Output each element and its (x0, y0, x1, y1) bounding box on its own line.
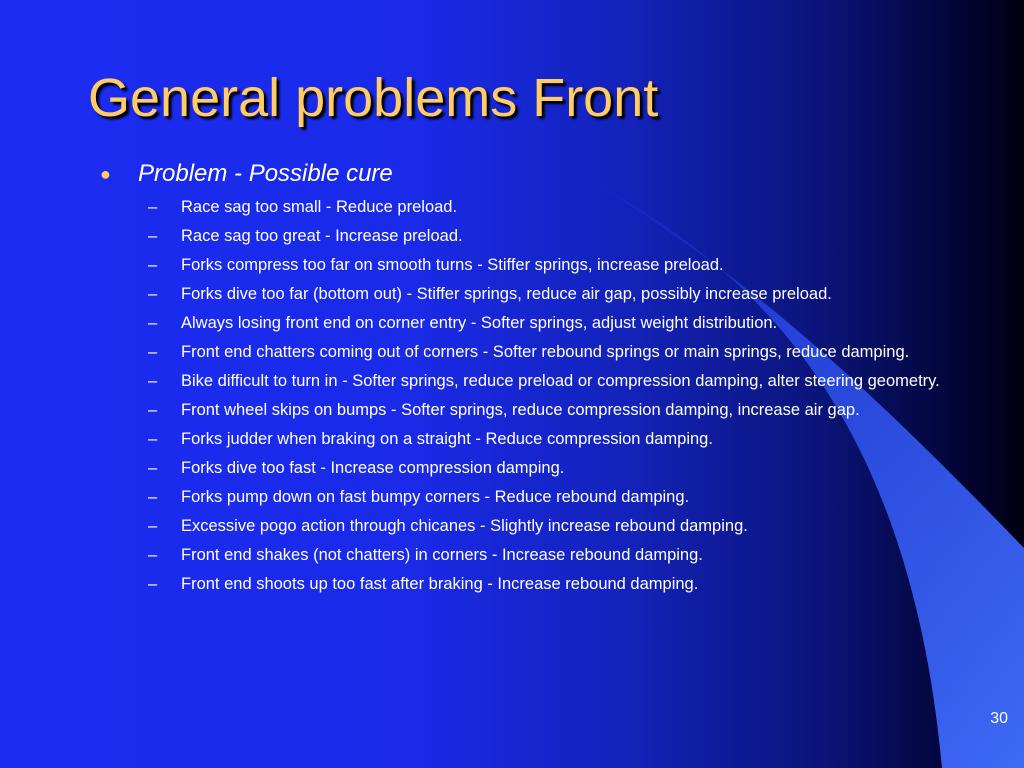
page-number: 30 (990, 710, 1008, 727)
dash-icon: – (148, 401, 158, 419)
dash-icon: – (148, 459, 158, 477)
list-item (148, 398, 963, 422)
list-item (148, 514, 963, 538)
list-item (148, 456, 963, 480)
dash-icon: – (148, 256, 158, 274)
list-item (148, 427, 963, 451)
list-item-text: Forks dive too fast - Increase compression damping. (181, 459, 565, 477)
list-item (148, 311, 963, 335)
slide-title: General problems Front (88, 68, 659, 128)
list-item (148, 485, 963, 509)
list-item-text: Front wheel skips on bumps - Softer springs, reduce compression damping, increase air gap. (181, 401, 860, 419)
dash-icon: – (148, 546, 158, 564)
dash-icon: – (148, 198, 158, 216)
heading-bullet (100, 158, 960, 190)
dash-icon: – (148, 285, 158, 303)
list-item-text: Excessive pogo action through chicanes - Slightly increase rebound damping. (181, 517, 748, 535)
bullet-icon: ● (100, 164, 111, 184)
dash-icon: – (148, 575, 158, 593)
list-item (148, 369, 963, 393)
list-item-text: Front end shakes (not chatters) in corners - Increase rebound damping. (181, 546, 703, 564)
list-item (148, 340, 963, 364)
list-item (148, 195, 963, 219)
heading-text: Problem - Possible cure (138, 160, 393, 187)
list-item-text: Forks dive too far (bottom out) - Stiffer springs, reduce air gap, possibly increase preload. (181, 285, 832, 303)
dash-icon: – (148, 227, 158, 245)
dash-icon: – (148, 517, 158, 535)
list-item (148, 253, 963, 277)
list-item-text: Front end shoots up too fast after braking - Increase rebound damping. (181, 575, 699, 593)
dash-icon: – (148, 488, 158, 506)
list-item-text: Forks compress too far on smooth turns - Stiffer springs, increase preload. (181, 256, 724, 274)
list-item-text: Forks pump down on fast bumpy corners - Reduce rebound damping. (181, 488, 690, 506)
list-item (148, 224, 963, 248)
dash-icon: – (148, 430, 158, 448)
problem-list (148, 195, 963, 601)
dash-icon: – (148, 372, 158, 390)
list-item-text: Race sag too great - Increase preload. (181, 227, 463, 245)
list-item-text: Forks judder when braking on a straight - Reduce compression damping. (181, 430, 713, 448)
dash-icon: – (148, 314, 158, 332)
list-item-text: Front end chatters coming out of corners - Softer rebound springs or main springs, reduce damping. (181, 343, 910, 361)
dash-icon: – (148, 343, 158, 361)
list-item-text: Bike difficult to turn in - Softer springs, reduce preload or compression damping, alter steering geometry. (181, 372, 940, 390)
list-item-text: Always losing front end on corner entry - Softer springs, adjust weight distribution. (181, 314, 778, 332)
list-item (148, 572, 963, 596)
list-item (148, 282, 963, 306)
list-item (148, 543, 963, 567)
list-item-text: Race sag too small - Reduce preload. (181, 198, 458, 216)
